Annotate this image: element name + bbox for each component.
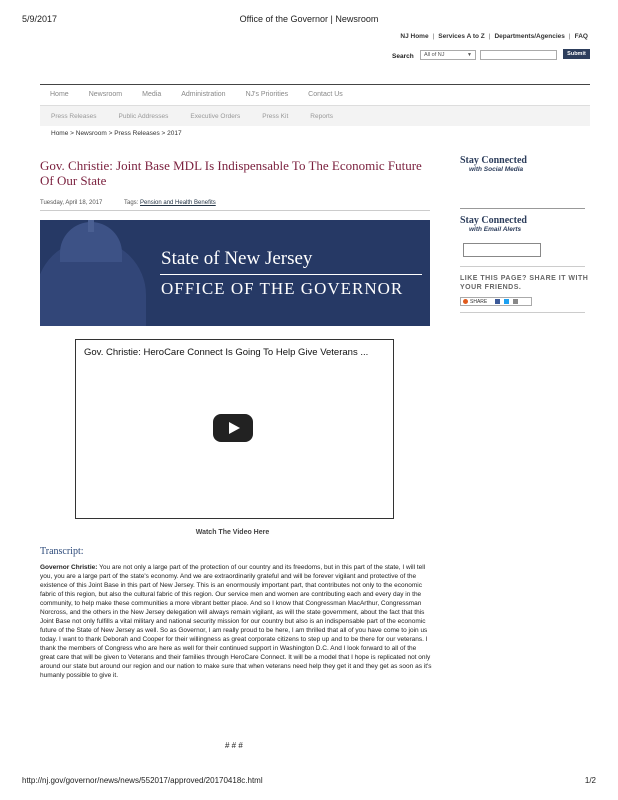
separator: |: [432, 33, 435, 40]
search-label: Search: [392, 53, 414, 60]
facebook-icon: [495, 299, 500, 304]
page-title: Gov. Christie: Joint Base MDL Is Indispensable To The Economic Future Of Our State: [40, 158, 422, 188]
print-url: http://nj.gov/governor/news/news/552017/approved/20170418c.html: [22, 776, 263, 785]
nav-priorities[interactable]: NJ's Priorities: [245, 91, 289, 98]
nav-newsroom[interactable]: Newsroom: [88, 91, 123, 98]
article-date: Tuesday, April 18, 2017: [40, 200, 103, 206]
search-scope-value: All of NJ: [424, 52, 445, 58]
banner-line-1: State of New Jersey: [161, 248, 313, 269]
email-field[interactable]: [463, 243, 541, 257]
transcript-body: [40, 563, 432, 680]
search-scope-select[interactable]: [420, 50, 476, 60]
transcript-speaker: Governor Christie:: [40, 564, 98, 571]
search-input[interactable]: [480, 50, 557, 60]
tag-link[interactable]: Pension and Health Benefits: [140, 200, 216, 206]
nav-media[interactable]: Media: [142, 91, 162, 98]
play-button[interactable]: [213, 414, 253, 442]
sidebar-divider: [460, 208, 585, 209]
link-faq[interactable]: FAQ: [574, 33, 588, 40]
share-icon: [463, 299, 468, 304]
banner-rule: [160, 274, 422, 275]
link-nj-home[interactable]: NJ Home: [400, 33, 429, 40]
email-icon: [513, 299, 518, 304]
social-subtitle: with Social Media: [469, 166, 524, 173]
subnav-press-kit[interactable]: Press Kit: [262, 113, 289, 120]
divider: [40, 210, 430, 211]
share-button[interactable]: [460, 297, 532, 306]
separator: |: [488, 33, 491, 40]
end-mark: # # #: [225, 741, 243, 750]
separator: |: [568, 33, 571, 40]
nav-home[interactable]: Home: [50, 91, 69, 98]
article-tags: [124, 200, 216, 206]
governor-banner: [40, 220, 430, 326]
print-page-number: 1/2: [584, 776, 596, 785]
video-title[interactable]: Gov. Christie: HeroCare Connect Is Going To Help Give Veterans ...: [84, 347, 369, 358]
sidebar-divider: [460, 312, 585, 313]
play-icon: [229, 422, 240, 434]
share-prompt: LIKE THIS PAGE? SHARE IT WITH YOUR FRIENDS.: [460, 275, 589, 291]
transcript-heading: Transcript:: [40, 546, 84, 557]
nav-top-rule: [40, 84, 590, 85]
share-label: SHARE: [470, 298, 488, 305]
main-nav: [40, 91, 353, 98]
email-title: Stay Connected: [460, 215, 527, 226]
sidebar-divider: [460, 266, 585, 267]
link-departments[interactable]: Departments/Agencies: [494, 33, 565, 40]
email-subtitle: with Email Alerts: [469, 226, 522, 233]
subnav-press-releases[interactable]: Press Releases: [51, 113, 97, 120]
link-services[interactable]: Services A to Z: [438, 33, 485, 40]
subnav-reports[interactable]: Reports: [310, 113, 334, 120]
breadcrumb[interactable]: Home > Newsroom > Press Releases > 2017: [51, 130, 182, 137]
nav-contact[interactable]: Contact Us: [308, 91, 343, 98]
chevron-down-icon: ▼: [467, 52, 472, 58]
twitter-icon: [504, 299, 509, 304]
social-title: Stay Connected: [460, 155, 527, 166]
tags-label: Tags:: [124, 200, 139, 206]
subnav-executive-orders[interactable]: Executive Orders: [190, 113, 241, 120]
banner-line-2: OFFICE OF THE GOVERNOR: [161, 279, 404, 298]
search-submit-button[interactable]: Submit: [563, 49, 590, 59]
transcript-text: You are not only a large part of the protection of our country and its freedoms, but in this part of the state, I will tell you, you are a large part of the state's economy. And we are extraordinarily grateful and will be forever vigilant and protective of the existence of this Joint Base in this part of New Jersey. This is an enormously important part, that contributes not only to the economic fabric of this region, but also the cultural fabric of this region. Our service men and women are contributing each and every day in the community, to help make these communities a more vibrant better place. And so I know that Congressman MacArthur, Congressman Norcross, and the others in the New Jersey delegation will always remain vigilant, as will the state government, about the fact that this Joint Base not only fulfills a vital military and national security mission for our country but also is an indispensable part of the economic future of the State of New Jersey as well. So as Governor, I am really proud to be here, I am thrilled that all of you have come to join us today. I want to thank Deborah and Cooper for their willingness as great corporate citizens to step up and to be there for our veterans. I thank the members of Congress who are here as well for their continued support in Washington D.C. And I look forward to all of the great care that will be given to Veterans and their families through HeroCare Connect. It will be a model that I hope is replicated not only around our state but around our region and our nation to make sure that when veterans need help they get it and they get as soon as it's humanly possible to give it.: [40, 564, 432, 679]
print-title: Office of the Governor | Newsroom: [239, 14, 379, 24]
subnav-public-addresses[interactable]: Public Addresses: [118, 113, 169, 120]
print-date: 5/9/2017: [22, 14, 58, 24]
sub-nav: [40, 113, 344, 120]
video-caption: Watch The Video Here: [195, 529, 270, 536]
capitol-spire: [88, 220, 94, 232]
top-links: [400, 33, 588, 40]
nav-administration[interactable]: Administration: [181, 91, 226, 98]
